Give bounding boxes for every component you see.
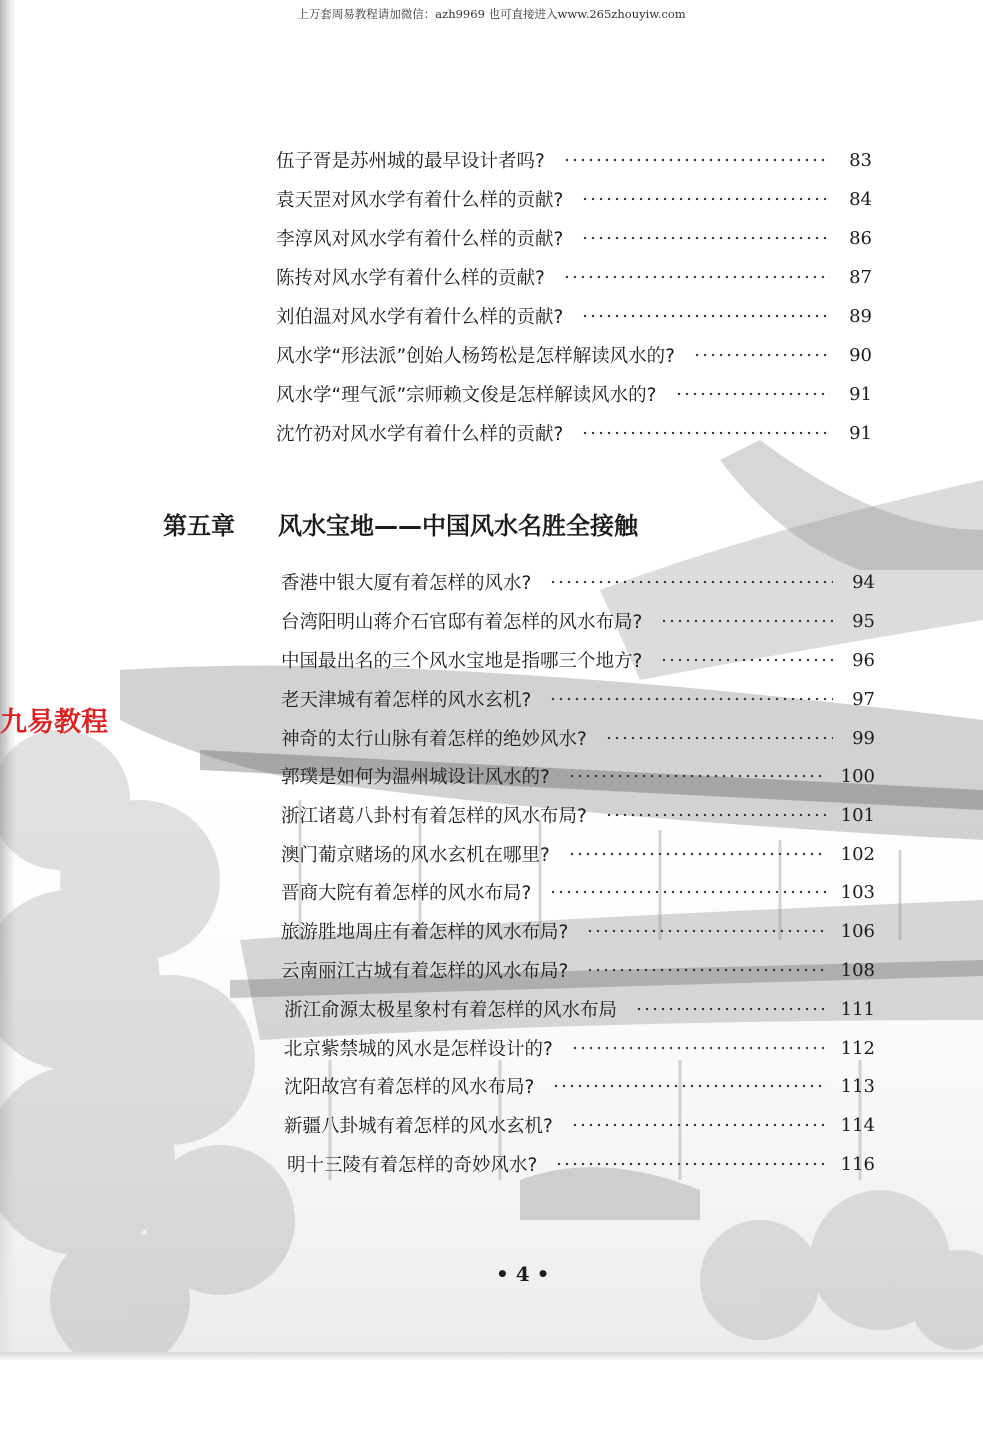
toc-entry[interactable] — [281, 568, 875, 596]
toc-entry[interactable] — [284, 1072, 875, 1100]
toc-entry-title: 伍子胥是苏州城的最早设计者吗? — [276, 151, 545, 172]
toc-entry[interactable] — [287, 1150, 875, 1178]
toc-entry-page: 106 — [840, 920, 875, 942]
leader-dots — [571, 1122, 827, 1128]
toc-entry-page: 113 — [840, 1075, 875, 1097]
toc-entry-page: 100 — [840, 765, 875, 787]
toc-entry-page: 90 — [849, 344, 872, 366]
toc-entry-page: 94 — [852, 571, 875, 593]
toc-entry-page: 89 — [849, 305, 872, 327]
chapter-number[interactable]: 第五章 — [163, 512, 235, 540]
toc-entry-title: 北京紫禁城的风水是怎样设计的? — [284, 1039, 553, 1060]
toc-entry-title: 风水学“理气派”宗师赖文俊是怎样解读风水的? — [276, 385, 657, 406]
leader-dots — [571, 1045, 827, 1051]
toc-entry-title: 香港中银大厦有着怎样的风水? — [281, 573, 532, 594]
leader-dots — [549, 696, 833, 702]
toc-entry-page: 86 — [849, 227, 872, 249]
leader-dots — [635, 1006, 827, 1012]
leader-dots — [563, 274, 830, 280]
toc-entry-title: 刘伯温对风水学有着什么样的贡献? — [276, 307, 564, 328]
toc-entry-title: 台湾阳明山蒋介石官邸有着怎样的风水布局? — [281, 612, 643, 633]
toc-entry[interactable] — [276, 224, 872, 252]
toc-entry[interactable] — [281, 840, 875, 868]
leader-dots — [581, 430, 830, 436]
toc-entry-title: 浙江俞源太极星象村有着怎样的风水布局 — [284, 1000, 618, 1021]
toc-entry-page: 116 — [840, 1153, 875, 1175]
leader-dots — [549, 889, 826, 895]
leader-dots — [660, 618, 833, 624]
toc-entry[interactable] — [281, 762, 875, 790]
toc-entry-title: 云南丽江古城有着怎样的风水布局? — [281, 961, 569, 982]
toc-entry[interactable] — [281, 685, 875, 713]
toc-entry-title: 旅游胜地周庄有着怎样的风水布局? — [281, 922, 569, 943]
toc-entry-title: 风水学“形法派”创始人杨筠松是怎样解读风水的? — [276, 346, 675, 367]
toc-entry-page: 95 — [852, 610, 875, 632]
toc-entry-page: 87 — [849, 266, 872, 288]
toc-entry-title: 陈抟对风水学有着什么样的贡献? — [276, 268, 545, 289]
toc-entry-title: 中国最出名的三个风水宝地是指哪三个地方? — [281, 651, 643, 672]
toc-entry-page: 108 — [840, 959, 875, 981]
toc-entry-title: 浙江诸葛八卦村有着怎样的风水布局? — [281, 806, 587, 827]
toc-entry-page: 84 — [849, 188, 872, 210]
toc-entry[interactable] — [281, 917, 875, 945]
toc-entry-title: 晋商大院有着怎样的风水布局? — [281, 883, 532, 904]
toc-entry-title: 袁天罡对风水学有着什么样的贡献? — [276, 190, 564, 211]
toc-entry-page: 101 — [840, 804, 875, 826]
toc-entry[interactable] — [281, 607, 875, 635]
toc-entry-title: 郭璞是如何为温州城设计风水的? — [281, 767, 550, 788]
toc-entry-title: 明十三陵有着怎样的奇妙风水? — [287, 1155, 538, 1176]
toc-entry[interactable] — [276, 302, 872, 330]
side-brand-watermark: 九易教程 — [0, 707, 108, 738]
toc-entry[interactable] — [281, 956, 875, 984]
toc-entry[interactable] — [281, 646, 875, 674]
header-watermark: 上万套周易教程请加微信：azh9969 也可直接进入www.265zhouyiw.com — [297, 7, 686, 21]
leader-dots — [675, 391, 831, 397]
leader-dots — [605, 735, 833, 741]
toc-entry-title: 李淳风对风水学有着什么样的贡献? — [276, 229, 564, 250]
leader-dots — [581, 235, 830, 241]
leader-dots — [605, 812, 827, 818]
toc-entry[interactable] — [276, 146, 872, 174]
toc-entry-page: 91 — [849, 422, 872, 444]
leader-dots — [555, 1161, 826, 1167]
toc-entry[interactable] — [276, 341, 872, 369]
toc-entry[interactable] — [281, 724, 875, 752]
toc-entry-title: 新疆八卦城有着怎样的风水玄机? — [284, 1116, 553, 1137]
toc-entry-title: 沈阳故宫有着怎样的风水布局? — [284, 1077, 535, 1098]
toc-entry-page: 96 — [852, 649, 875, 671]
toc-entry-title: 澳门葡京赌场的风水玄机在哪里? — [281, 845, 550, 866]
leader-dots — [581, 313, 830, 319]
toc-entry[interactable] — [281, 801, 875, 829]
toc-entry-page: 97 — [852, 688, 875, 710]
toc-entry-page: 111 — [840, 998, 875, 1020]
leader-dots — [586, 967, 826, 973]
toc-entry-title: 沈竹礽对风水学有着什么样的贡献? — [276, 424, 564, 445]
toc-entry[interactable] — [276, 263, 872, 291]
toc-entry[interactable] — [284, 995, 875, 1023]
toc-entry[interactable] — [276, 419, 872, 447]
chapter-title[interactable]: 风水宝地——中国风水名胜全接触 — [278, 512, 638, 540]
toc-entry-page: 102 — [840, 843, 875, 865]
leader-dots — [568, 851, 827, 857]
page-number: • 4 • — [496, 1262, 550, 1286]
toc-entry[interactable] — [281, 878, 875, 906]
toc-entry[interactable] — [284, 1034, 875, 1062]
toc-entry-page: 103 — [840, 881, 875, 903]
leader-dots — [586, 928, 826, 934]
leader-dots — [552, 1083, 826, 1089]
page-bottom-edge — [0, 1352, 983, 1360]
leader-dots — [549, 579, 833, 585]
toc-entry-page: 114 — [840, 1114, 875, 1136]
leader-dots — [693, 352, 830, 358]
leader-dots — [581, 196, 830, 202]
toc-entry-title: 神奇的太行山脉有着怎样的绝妙风水? — [281, 729, 587, 750]
toc-entry[interactable] — [276, 185, 872, 213]
toc-entry-page: 83 — [849, 149, 872, 171]
leader-dots — [660, 657, 833, 663]
toc-entry-page: 99 — [852, 727, 875, 749]
toc-entry[interactable] — [284, 1111, 875, 1139]
toc-entry-page: 112 — [840, 1037, 875, 1059]
toc-entry[interactable] — [276, 380, 872, 408]
leader-dots — [563, 157, 830, 163]
toc-entry-page: 91 — [849, 383, 872, 405]
leader-dots — [568, 773, 827, 779]
toc-entry-title: 老天津城有着怎样的风水玄机? — [281, 690, 532, 711]
